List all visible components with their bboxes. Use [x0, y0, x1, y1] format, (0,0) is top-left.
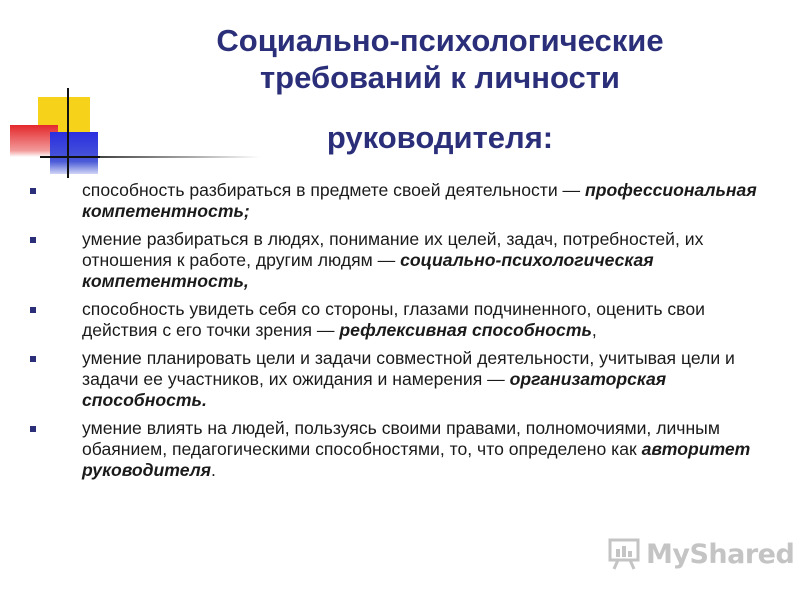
list-item	[30, 418, 780, 481]
horizontal-rule-fade	[100, 156, 260, 158]
item-text: способность увидеть себя со стороны, глазами подчиненного, оценить свои действия с его точки зрения —	[82, 299, 705, 340]
item-emphasis: социально-психологическая компетентность,	[82, 250, 654, 291]
item-text: умение планировать цели и задачи совместной деятельности, учитывая цели и задачи ее участников, их ожидания и намерения —	[82, 348, 735, 389]
blue-square	[50, 132, 98, 174]
item-emphasis: рефлексивная способность	[339, 320, 592, 340]
item-text: способность разбираться в предмете своей деятельности —	[82, 180, 586, 200]
item-text: умение разбираться в людях, понимание их целей, задач, потребностей, их отношения к работе, другим людям —	[82, 229, 704, 270]
bullet-square-icon	[30, 426, 36, 432]
slide-title	[120, 22, 760, 156]
title-line-1: Социально-психологические	[216, 23, 664, 58]
requirements-list	[30, 180, 780, 488]
item-emphasis: авторитет руководителя	[82, 439, 751, 480]
list-item	[30, 299, 780, 341]
list-item	[30, 348, 780, 411]
horizontal-rule	[40, 156, 100, 158]
title-line-3: руководителя:	[326, 120, 554, 155]
item-tail: .	[211, 460, 216, 480]
myshared-watermark	[608, 537, 794, 571]
item-tail: ,	[591, 320, 597, 340]
watermark-text: MyShared	[646, 538, 795, 570]
presentation-board-icon	[608, 537, 642, 571]
list-item	[30, 229, 780, 292]
bullet-square-icon	[30, 356, 36, 362]
item-emphasis: организаторская способность.	[82, 369, 667, 410]
item-text: умение влиять на людей, пользуясь своими правами, полномочиями, личным обаянием, педагогическими способностями, то, что определено как	[82, 418, 720, 459]
vertical-rule	[67, 88, 69, 178]
title-line-2: требований к личности	[260, 60, 620, 95]
item-emphasis: профессиональная компетентность;	[82, 180, 757, 221]
bullet-square-icon	[30, 237, 36, 243]
list-item	[30, 180, 780, 222]
bullet-square-icon	[30, 188, 36, 194]
bullet-square-icon	[30, 307, 36, 313]
